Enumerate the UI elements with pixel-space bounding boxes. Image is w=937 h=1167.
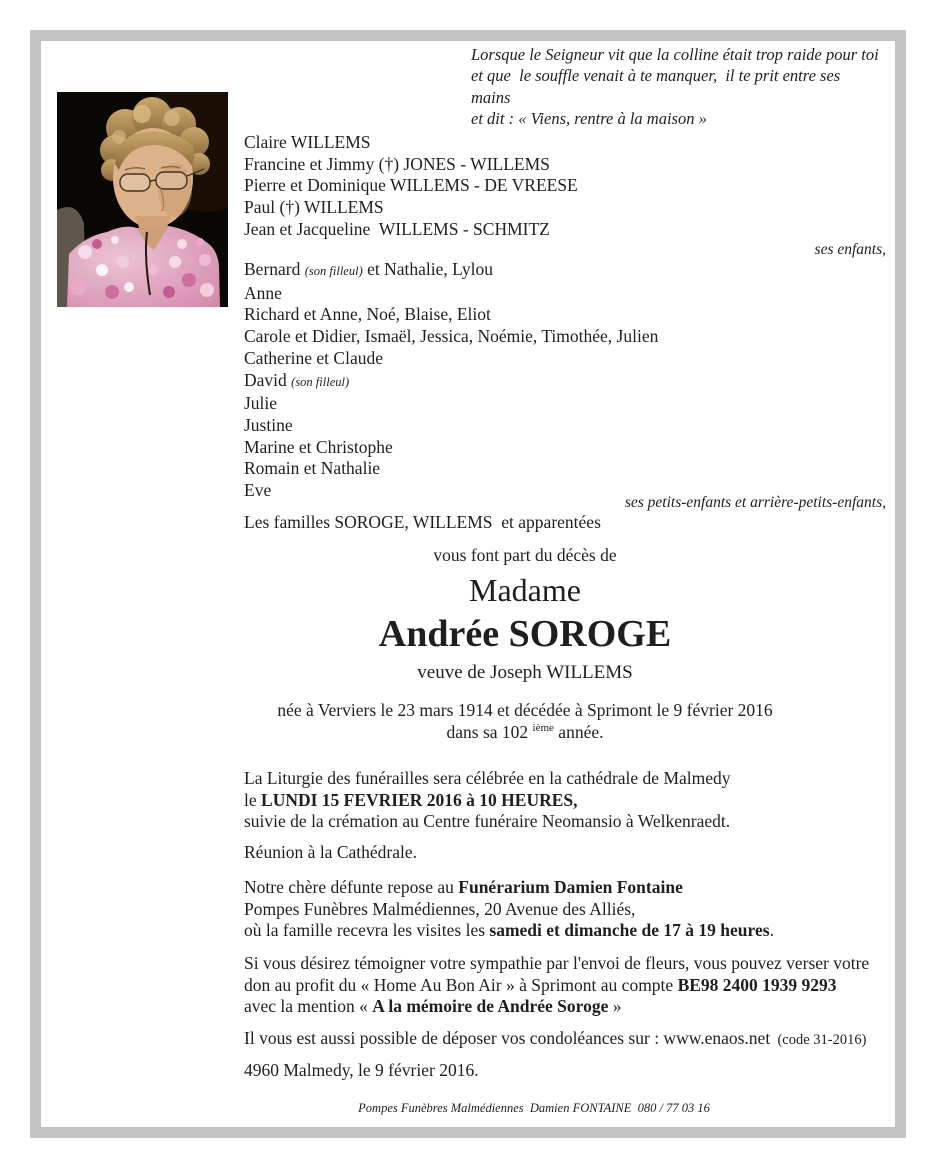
text-line: dans sa 102 $^{ième}$ année.: [446, 722, 604, 742]
text-line: Bernard (son filleul) et Nathalie, Lylou: [244, 259, 493, 279]
text-line: La Liturgie des funérailles sera célébrée en la cathédrale de Malmedy: [244, 768, 731, 788]
donation-paragraph: [244, 953, 889, 1018]
families-line: Les familles SOROGE, WILLEMS et apparentées: [244, 512, 601, 532]
text-line: Claire WILLEMS: [244, 132, 371, 152]
text-line: Francine et Jimmy (†) JONES - WILLEMS: [244, 153, 550, 174]
text-line: Si vous désirez témoigner votre sympathie par l'envoi de fleurs, vous pouvez verser votre: [244, 953, 870, 973]
text-line: et que le souffle venait à te manquer, il te prit entre ses mains: [471, 66, 845, 107]
portrait-photo: [57, 92, 228, 307]
footer-line: Pompes Funèbres Malmédiennes Damien FONTAINE 080 / 77 03 16: [358, 1101, 710, 1115]
text-line: Catherine et Claude: [244, 347, 383, 368]
text-line: Jean et Jacqueline WILLEMS - SCHMITZ: [244, 218, 550, 239]
dateline: [244, 1060, 889, 1082]
epigraph: [471, 44, 881, 129]
reunion-paragraph: [244, 842, 889, 864]
text-line: et dit : « Viens, rentre à la maison »: [471, 108, 707, 128]
text-line: David (son filleul): [244, 369, 350, 390]
text-line: Lorsque le Seigneur vit que la colline était trop raide pour toi: [471, 45, 879, 64]
text-line: Justine: [244, 414, 293, 435]
text-line: don au profit du « Home Au Bon Air » à Sprimont au compte BE98 2400 1939 9293: [244, 974, 837, 995]
condolences-paragraph: [244, 1028, 889, 1052]
text-line: le LUNDI 15 FEVRIER 2016 à 10 HEURES,: [244, 789, 578, 810]
grandchildren-list: [244, 259, 884, 502]
text-line: Pompes Funèbres Malmédiennes, 20 Avenue des Alliés,: [244, 898, 636, 919]
children-list: [244, 132, 884, 241]
text-line: 4960 Malmedy, le 9 février 2016.: [244, 1060, 479, 1080]
text-line: Marine et Christophe: [244, 436, 393, 457]
text-line: Anne: [244, 282, 282, 303]
children-caption: ses enfants,: [814, 241, 886, 258]
widow-subtitle: veuve de Joseph WILLEMS: [417, 662, 633, 683]
text-line: Réunion à la Cathédrale.: [244, 842, 417, 862]
text-line: Richard et Anne, Noé, Blaise, Eliot: [244, 304, 491, 325]
text-line: Il vous est aussi possible de déposer vos condoléances sur : www.enaos.net (code 31-2016): [244, 1028, 867, 1048]
text-line: Paul (†) WILLEMS: [244, 197, 384, 218]
text-line: Julie: [244, 393, 278, 414]
deceased-name: Andrée SOROGE: [378, 613, 672, 655]
civility-title: Madame: [469, 572, 581, 608]
funerarium-paragraph: [244, 877, 889, 942]
text-line: suivie de la crémation au Centre funéraire Neomansio à Welkenraedt.: [244, 811, 731, 832]
text-line: Pierre et Dominique WILLEMS - DE VREESE: [244, 175, 578, 196]
text-line: où la famille recevra les visites les samedi et dimanche de 17 à 19 heures.: [244, 920, 774, 941]
grandchildren-caption: ses petits-enfants et arrière-petits-enfants,: [624, 494, 886, 511]
announcement-intro: vous font part du décès de: [433, 545, 617, 565]
text-line: Carole et Didier, Ismaël, Jessica, Noémie, Timothée, Julien: [244, 326, 659, 347]
text-line: avec la mention « A la mémoire de Andrée Soroge »: [244, 996, 622, 1017]
liturgy-paragraph: [244, 768, 889, 833]
birth-death-line: née à Verviers le 23 mars 1914 et décédée à Sprimont le 9 février 2016: [277, 700, 773, 720]
text-line: Romain et Nathalie: [244, 458, 381, 479]
text-line: Notre chère défunte repose au Funérarium Damien Fontaine: [244, 877, 683, 897]
text-line: Eve: [244, 480, 272, 501]
age-line: [244, 722, 806, 744]
